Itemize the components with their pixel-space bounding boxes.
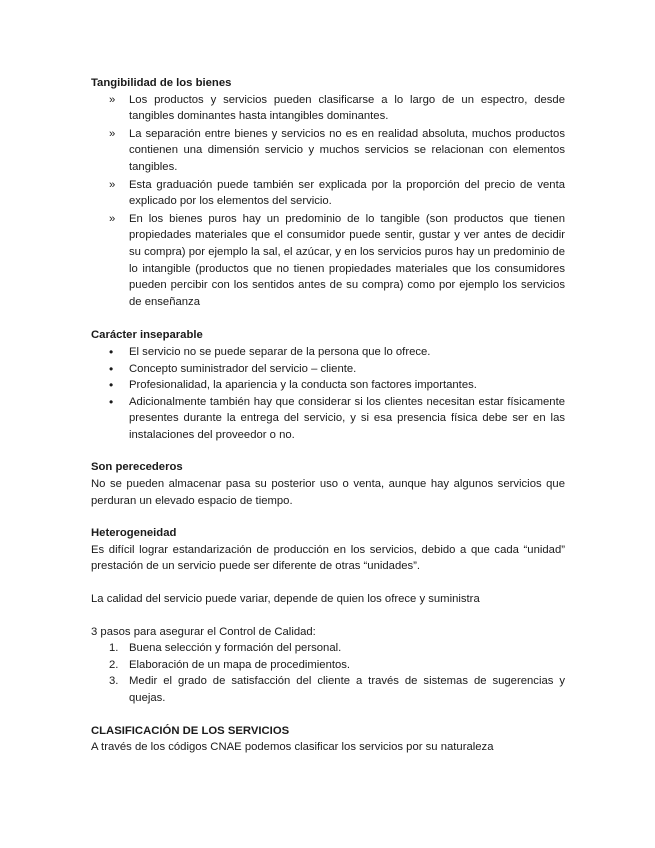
calidad-text: La calidad del servicio puede variar, depende de quien los ofrece y suministra <box>91 593 480 606</box>
pasos-list <box>91 640 565 706</box>
list-number: 1. <box>109 642 119 655</box>
perecederos-text: No se pueden almacenar pasa su posterior uso o venta, aunque hay algunos servicios que perduran un elevado espacio de tiempo. <box>91 478 565 507</box>
arrow-bullet-icon: » <box>109 93 116 106</box>
list-item <box>91 344 565 361</box>
list-item <box>91 361 565 378</box>
list-item <box>91 394 565 444</box>
list-item <box>91 211 565 311</box>
list-item <box>91 657 565 674</box>
list-item-text: Los productos y servicios pueden clasificarse a lo largo de un espectro, desde tangibles dominantes hasta intangibles dominantes. <box>129 93 565 123</box>
section-title-perecederos: Son perecederos <box>91 461 183 474</box>
list-item <box>91 177 565 210</box>
list-number: 2. <box>109 658 119 671</box>
bullet-icon: • <box>109 361 114 376</box>
arrow-bullet-icon: » <box>109 212 116 225</box>
inseparable-list <box>91 344 565 444</box>
list-item-text: En los bienes puros hay un predominio de lo tangible (son productos que tienen propiedades materiales que el consumidor puede sentir, gustar y ver antes de decidir su compra) por ejemplo la sal, el azúcar, y en los servicios puros hay un predominio de lo intangible (productos que no tienen propiedades materiales que los consumidores pueden percibir con los sentidos antes de su compra) como por ejemplo los servicios de enseñanza <box>129 212 565 308</box>
section-title-tangibilidad: Tangibilidad de los bienes <box>91 77 232 89</box>
list-item-text: Esta graduación puede también ser explicada por la proporción del precio de venta explicado por los elementos del servicio. <box>129 178 565 208</box>
tangibilidad-list <box>91 92 565 311</box>
arrow-bullet-icon: » <box>109 178 116 191</box>
list-item-text: Profesionalidad, la apariencia y la conducta son factores importantes. <box>129 379 477 392</box>
section-title-inseparable: Carácter inseparable <box>91 329 203 342</box>
bullet-icon: • <box>109 344 114 359</box>
list-item-text: Buena selección y formación del personal. <box>129 642 342 655</box>
list-item <box>91 92 565 125</box>
heterogeneidad-text: Es difícil lograr estandarización de producción en los servicios, debido a que cada “unidad” prestación de un servicio puede ser diferente de otras “unidades”. <box>91 543 565 573</box>
list-item-text: Medir el grado de satisfacción del cliente a través de sistemas de sugerencias y quejas. <box>129 675 565 704</box>
pasos-intro: 3 pasos para asegurar el Control de Calidad: <box>91 625 316 638</box>
list-item-text: Adicionalmente también hay que considerar si los clientes necesitan estar físicamente presentes durante la entrega del servicio, y si esa presencia física debe ser en las instalaciones del proveedor o no. <box>129 395 565 441</box>
list-item <box>91 377 565 394</box>
list-item-text: Concepto suministrador del servicio – cliente. <box>129 362 357 375</box>
list-item-text: Elaboración de un mapa de procedimientos. <box>129 658 351 671</box>
section-title-heterogeneidad: Heterogeneidad <box>91 527 177 540</box>
section-title-clasificacion: CLASIFICACIÓN DE LOS SERVICIOS <box>91 724 290 737</box>
list-number: 3. <box>109 675 119 688</box>
list-item-text: La separación entre bienes y servicios no es en realidad absoluta, muchos productos contienen una dimensión servicio y muchos servicios se relacionan con elementos tangibles. <box>129 127 565 173</box>
bullet-icon: • <box>109 378 114 393</box>
list-item <box>91 640 565 657</box>
clasificacion-text: A través de los códigos CNAE podemos clasificar los servicios por su naturaleza <box>91 741 494 754</box>
arrow-bullet-icon: » <box>109 127 116 140</box>
list-item <box>91 126 565 176</box>
list-item-text: El servicio no se puede separar de la persona que lo ofrece. <box>129 345 431 358</box>
list-item <box>91 673 565 706</box>
bullet-icon: • <box>109 394 114 409</box>
